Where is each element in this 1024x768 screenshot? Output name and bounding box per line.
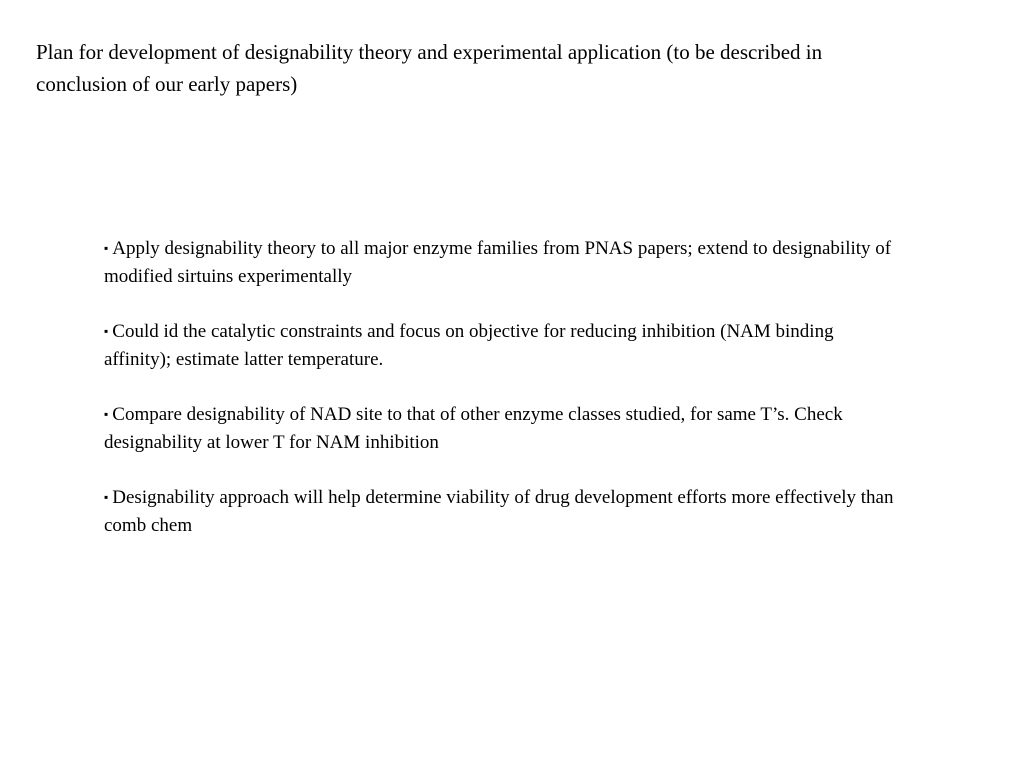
square-bullet-icon: ▪ — [104, 407, 109, 421]
bullet-item — [104, 234, 904, 291]
bullet-text: Designability approach will help determine viability of drug development efforts more effectively than comb chem — [104, 487, 894, 536]
bullet-text: Compare designability of NAD site to that of other enzyme classes studied, for same T’s. Check designability at lower T for NAM inhibition — [104, 404, 843, 453]
bullet-text: Could id the catalytic constraints and focus on objective for reducing inhibition (NAM binding affinity); estimate latter temperature. — [104, 321, 834, 370]
bullet-item — [104, 483, 904, 540]
square-bullet-icon: ▪ — [104, 241, 109, 255]
square-bullet-icon: ▪ — [104, 324, 109, 338]
bullet-list — [104, 234, 904, 566]
slide-title: Plan for development of designability theory and experimental application (to be described in conclusion of our early papers) — [36, 40, 823, 96]
square-bullet-icon: ▪ — [104, 490, 109, 504]
bullet-text: Apply designability theory to all major enzyme families from PNAS papers; extend to designability of modified sirtuins experimentally — [104, 238, 892, 287]
bullet-item — [104, 400, 904, 457]
bullet-item — [104, 317, 904, 374]
